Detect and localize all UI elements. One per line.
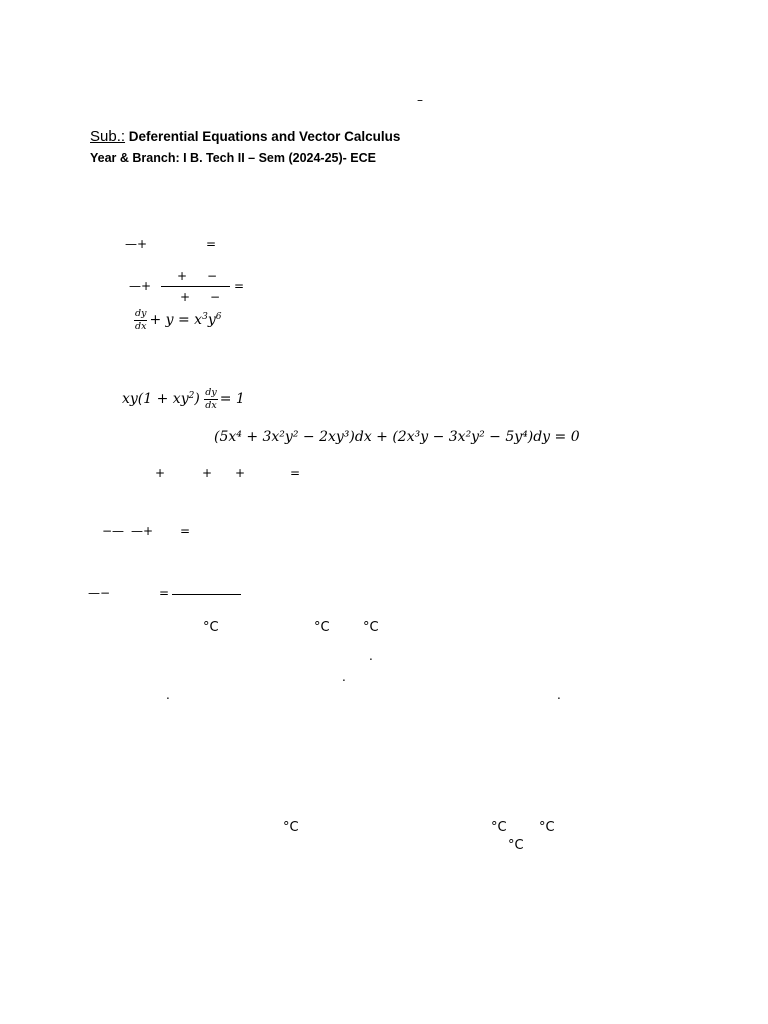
- eq3-exp2: 6: [215, 312, 222, 322]
- eq3-denominator: dx: [135, 320, 147, 332]
- degree-celsius-6: °C: [539, 820, 555, 835]
- degree-celsius-1: °C: [203, 620, 219, 635]
- q2-den-minus: −: [210, 290, 221, 304]
- eq4-derivative: [204, 388, 217, 410]
- q1-fragment-b: =: [206, 237, 217, 251]
- q2-fragment-b: =: [234, 279, 245, 293]
- q2-fraction-bar: [161, 286, 230, 287]
- dot-3: .: [166, 688, 170, 702]
- eq4-lead: xy(1 + xy: [122, 391, 189, 407]
- eq3-numerator: dy: [135, 308, 147, 319]
- eq4-exp: 2: [188, 391, 195, 401]
- q6-equals: =: [180, 524, 191, 538]
- q1-fragment-a: —+: [125, 237, 148, 251]
- q2-den-plus: +: [180, 290, 191, 304]
- eq3-y: y: [207, 312, 216, 328]
- degree-celsius-7: °C: [508, 838, 524, 853]
- year-branch: Year & Branch: I B. Tech II – Sem (2024-25)- ECE: [90, 151, 376, 165]
- eq3-rest: + y = x: [149, 312, 203, 328]
- eq3-derivative: [134, 309, 147, 331]
- degree-celsius-5: °C: [491, 820, 507, 835]
- subject-line: [90, 128, 400, 145]
- q5-plus-1: +: [155, 466, 166, 480]
- dot-4: .: [557, 688, 561, 702]
- q7-fragment-a: —−: [88, 586, 111, 600]
- eq4-denominator: dx: [205, 399, 217, 411]
- q5-equals: =: [290, 466, 301, 480]
- degree-celsius-4: °C: [283, 820, 299, 835]
- top-dash: –: [417, 93, 423, 107]
- subject-title: Deferential Equations and Vector Calculus: [125, 129, 401, 144]
- degree-celsius-2: °C: [314, 620, 330, 635]
- equation-bernoulli: [134, 309, 221, 331]
- subject-label: Sub.:: [90, 128, 126, 145]
- q6-fragment-a: −—: [102, 524, 125, 538]
- q5-plus-3: +: [235, 466, 246, 480]
- dot-2: .: [342, 670, 346, 684]
- equation-xy: [122, 388, 245, 410]
- q6-fragment-b: —+: [131, 524, 154, 538]
- eq3-exp1: 3: [202, 312, 208, 322]
- q2-fragment-a: —+: [129, 279, 152, 293]
- q5-plus-2: +: [202, 466, 213, 480]
- q7-equals: =: [159, 586, 170, 600]
- q2-num-plus: +: [177, 269, 188, 283]
- degree-celsius-3: °C: [363, 620, 379, 635]
- q7-fraction-bar: [172, 594, 241, 595]
- eq4-rest: = 1: [219, 391, 245, 407]
- dot-1: .: [369, 649, 373, 663]
- q2-num-minus: −: [207, 269, 218, 283]
- eq4-close: ): [194, 391, 200, 407]
- eq4-numerator: dy: [205, 387, 217, 398]
- equation-exact: (5x⁴ + 3x²y² − 2xy³)dx + (2x³y − 3x²y² − 5y⁴)dy = 0: [214, 429, 580, 445]
